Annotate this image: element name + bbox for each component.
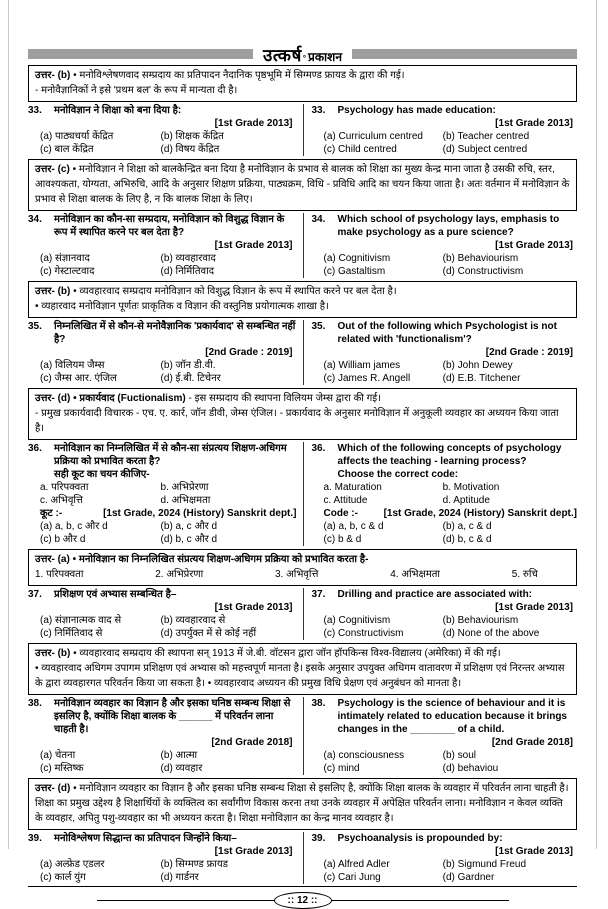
grade-tag: [1st Grade 2013]: [495, 602, 573, 613]
question-row-37: [28, 588, 577, 640]
answer-prefix: उत्तर- (a): [35, 554, 70, 565]
grade-tag: [1st Grade 2013]: [495, 118, 573, 129]
publisher-header: [28, 45, 577, 65]
sub-option-c: c. Attitude: [323, 495, 368, 506]
publisher-name-big: उत्कर्ष: [263, 45, 302, 65]
answer-prefix: उत्तर- (b): [35, 70, 71, 81]
option-d: (d) b, c & d: [442, 534, 492, 545]
option-b: (b) a, c और d: [160, 521, 218, 532]
answer-box-intro: [28, 65, 577, 102]
answer-line: • व्यहारवाद मनोविज्ञान पूर्णतः प्राकृतिक व विज्ञान की वस्तुनिष्ठ प्रयोगात्मक शाखा है।: [35, 301, 329, 312]
option-c: (c) गेस्टाल्टवाद: [40, 266, 95, 277]
question-36-hindi: [28, 442, 303, 546]
option-d: (d) Gardner: [442, 872, 495, 883]
footer-pageline: [97, 892, 509, 909]
answer-box-33: [28, 159, 577, 211]
question-subtext: Choose the correct code:: [337, 469, 459, 480]
option-a: (a) विलियम जैम्स: [40, 360, 105, 371]
option-d: (d) Constructivism: [442, 266, 524, 277]
option-b: (b) व्यवहारवाद: [160, 253, 216, 264]
question-number: 36.: [28, 443, 42, 454]
question-number: 35.: [311, 321, 326, 332]
sub-option-b: b. अभिप्रेरणा: [160, 482, 209, 493]
grade-tag: [2nd Grade : 2019]: [485, 347, 573, 358]
option-b: (b) जॉन डी.वी.: [160, 360, 216, 371]
option-a: (a) संज्ञानवाद: [40, 253, 90, 264]
answer-text: • व्यवहारवाद सम्प्रदाय मनोविज्ञान को विशुद्ध विज्ञान के रूप में स्थापित करने पर बल देता है।: [73, 286, 397, 297]
answer-prefix: उत्तर- (b): [35, 286, 71, 297]
option-c: (c) बाल केंद्रित: [40, 144, 94, 155]
option-a: (a) Cognitivism: [323, 253, 391, 264]
option-c: (c) mind: [323, 763, 360, 774]
option-b: (b) Behaviourism: [442, 253, 519, 264]
grade-tag: [2nd Grade : 2019]: [205, 347, 293, 358]
answer-text: - इस सम्प्रदाय की स्थापना विलियम जेम्स द्वारा की गई।: [188, 393, 381, 404]
option-c: (c) b & d: [323, 534, 362, 545]
grade-tag: [1st Grade 2013]: [495, 240, 573, 251]
question-text: Psychology has made education:: [337, 105, 496, 116]
question-number: 33.: [28, 105, 42, 116]
option-b: (b) John Dewey: [442, 360, 513, 371]
answer-box-37: [28, 643, 577, 695]
option-c: (c) James R. Angell: [323, 373, 411, 384]
answer-line: [35, 552, 570, 567]
answer-line: [35, 284, 570, 299]
question-39-english: [303, 832, 578, 884]
grade-tag: [1st Grade 2013]: [214, 846, 293, 857]
option-a: (a) a, b, c & d: [323, 521, 384, 532]
grade-tag: [1st Grade 2013]: [495, 846, 573, 857]
question-text: मनोविज्ञान ने शिक्षा को बना दिया है:: [54, 105, 182, 116]
option-a: (a) William james: [323, 360, 401, 371]
option-b: (b) शिक्षक केंद्रित: [160, 131, 224, 142]
answer-prefix: उत्तर- (b): [35, 648, 71, 659]
option-a: (a) a, b, c और d: [40, 521, 108, 532]
question-34-hindi: [28, 213, 303, 278]
question-number: 36.: [311, 443, 326, 454]
answer-line: [35, 68, 570, 83]
question-text: Which school of psychology lays, emphasis to make psychology as a pure science?: [337, 214, 560, 238]
option-d: (d) b, c और d: [160, 534, 218, 545]
answer-box-36: [28, 549, 577, 586]
question-36-english: [303, 442, 578, 546]
option-d: (d) E.B. Titchener: [442, 373, 521, 384]
sub-option-a: a. Maturation: [323, 482, 382, 493]
answer-line: - प्रमुख प्रकार्यवादी विचारक - एच. ए. कार्र, जॉन डीवी, जेम्स एंजिल। - प्रकार्यवाद के अनुसार मनोविज्ञान में अनुकूली व्यवहार का अध्ययन किया जाता है।: [35, 408, 559, 434]
page-sheet: [8, 0, 597, 906]
answer-text: • मनोविज्ञान का निम्नलिखित संप्रत्यय शिक्षण-अधिगम प्रक्रिया को प्रभावित करता है-: [72, 554, 369, 565]
trademark-icon: °: [302, 53, 307, 63]
question-text: Drilling and practice are associated with:: [337, 589, 533, 600]
option-c: (c) Child centred: [323, 144, 397, 155]
option-d: (d) None of the above: [442, 628, 540, 639]
answer-item-5: 5. रुचि: [511, 569, 538, 580]
option-a: (a) अल्फ्रेड एडलर: [40, 859, 105, 870]
option-b: (b) आत्मा: [160, 750, 198, 761]
grade-tag: [1st Grade, 2024 (History) Sanskrit dept.]: [383, 508, 577, 519]
question-33-hindi: [28, 104, 303, 156]
question-text: प्रशिक्षण एवं अभ्यास सम्बन्धित है–: [54, 589, 177, 600]
question-number: 37.: [311, 589, 326, 600]
answer-box-35: [28, 388, 577, 440]
option-a: (a) consciousness: [323, 750, 405, 761]
answer-box-34: [28, 281, 577, 318]
question-row-36: [28, 442, 577, 546]
question-subtext: सही कूट का चयन कीजिए-: [54, 469, 150, 480]
question-row-35: [28, 320, 577, 385]
option-c: (c) Constructivism: [323, 628, 404, 639]
question-34-english: [303, 213, 578, 278]
answer-line: [35, 646, 570, 661]
sub-option-c: c. अभिवृत्ति: [40, 495, 83, 506]
question-number: 39.: [28, 833, 42, 844]
question-text: Psychoanalysis is propounded by:: [337, 833, 503, 844]
answer-text: • मनोविज्ञान ने शिक्षा को बालकेन्द्रित बना दिया है मनोविज्ञान के प्रभाव से बालक को शिक्षा का मुख्य केन्द्र माना जाता है उसकी रुचि, स्तर, आवश्यकता, योग्यता, अभिरुचि, आदि के अनुसार शिक्षण प्रक्रिया, पाठ्यक्रम, विधि - प्रविधि आदि का चयन किया जाता है। अतः वर्तमान में मनोविज्ञान के प्रभाव से शिक्षा बालक के लिए है, न कि बालक शिक्षा के लिए।: [35, 164, 570, 205]
grade-tag: [1st Grade 2013]: [214, 118, 293, 129]
answer-item-4: 4. अभिक्षमता: [390, 569, 441, 580]
option-b: (b) a, c & d: [442, 521, 492, 532]
answer-prefix: उत्तर- (d) • प्रकार्यवाद (Fuctionalism): [35, 393, 186, 404]
option-d: (d) behaviou: [442, 763, 499, 774]
option-a: (a) Curriculum centred: [323, 131, 423, 142]
question-number: 38.: [311, 698, 326, 709]
option-d: (d) ई.बी. टिचेनर: [160, 373, 221, 384]
option-c: (c) Cari Jung: [323, 872, 381, 883]
question-35-hindi: [28, 320, 303, 385]
question-37-hindi: [28, 588, 303, 640]
answer-box-38: [28, 778, 577, 830]
sub-option-d: d. अभिक्षमता: [160, 495, 211, 506]
question-number: 38.: [28, 698, 42, 709]
answer-prefix: उत्तर- (d): [35, 783, 71, 794]
grade-tag: [1st Grade 2013]: [214, 602, 293, 613]
option-d: (d) गार्डनर: [160, 872, 199, 883]
question-number: 34.: [28, 214, 42, 225]
answer-line: [35, 162, 570, 207]
question-37-english: [303, 588, 578, 640]
header-bar-left: [28, 49, 253, 59]
publisher-logo: [253, 43, 352, 66]
question-number: 37.: [28, 589, 42, 600]
answer-item-3: 3. अभिवृत्ति: [274, 569, 319, 580]
answer-line: - मनोवैज्ञानिकों ने इसे 'प्रथम बल' के रूप में मान्यता दी है।: [35, 85, 238, 96]
option-b: (b) Sigmund Freud: [442, 859, 527, 870]
option-d: (d) Subject centred: [442, 144, 528, 155]
answer-text: • मनोविश्लेषणवाद सम्प्रदाय का प्रतिपादन नैदानिक पृष्ठभूमि में सिग्मण्ड फ्रायड के द्वारा की गई।: [73, 70, 405, 81]
question-row-33: [28, 104, 577, 156]
answer-item-2: 2. अभिप्रेरणा: [155, 569, 204, 580]
question-number: 39.: [311, 833, 326, 844]
option-b: (b) सिग्मण्ड फ्रायड: [160, 859, 229, 870]
grade-tag: [2nd Grade 2018]: [491, 737, 573, 748]
answer-item-list: [35, 567, 538, 582]
option-b: (b) व्यवहारवाद से: [160, 615, 226, 626]
question-text: Which of the following concepts of psychology affects the teaching - learning process?: [337, 443, 562, 467]
page-content: [9, 46, 596, 909]
question-text: Psychology is the science of behaviour and it is intimately related to education because it brings changes in the ________ of a child.: [337, 698, 567, 735]
code-label: Code :-: [323, 508, 358, 519]
option-d: (d) व्यवहार: [160, 763, 203, 774]
option-a: (a) Alfred Adler: [323, 859, 390, 870]
option-c: (c) मस्तिष्क: [40, 763, 84, 774]
question-row-34: [28, 213, 577, 278]
question-38-english: [303, 697, 578, 775]
grade-tag: [2nd Grade 2018]: [211, 737, 293, 748]
answer-text: • मनोविज्ञान व्यवहार का विज्ञान है और इसका घनिष्ठ सम्बन्ध शिक्षा से इसलिए है, क्योंकि शिक्षा बालक के व्यवहार में परिवर्तन लाना चाहती है। शिक्षा का प्रमुख उद्देश्य है शिक्षार्थियों के व्यक्तित्व का सर्वांगीण विकास करना तथा उनके व्यवहार में अपेक्षित परिवर्तन लाना। मनोविज्ञान न केवल व्यक्ति के व्यवहार, अपितु पशु-व्यवहार का भी अध्ययन करता है। शिक्षा मनोविज्ञान का केन्द्र मानव व्यवहार है।: [35, 783, 569, 824]
question-text: मनोविज्ञान का कौन-सा सम्प्रदाय, मनोविज्ञान को विशुद्ध विज्ञान के रूप में स्थापित करने पर बल देता है?: [54, 214, 285, 238]
question-number: 35.: [28, 321, 42, 332]
option-d: (d) विषय केंद्रित: [160, 144, 220, 155]
answer-line: • व्यवहारवाद अधिगम उपागम प्रशिक्षण एवं अभ्यास को महत्त्वपूर्ण मानता है। इसके अनुसार उपयुक्त अधिगम वातावरण में प्रशिक्षण एवं निरन्तर अभ्यास के द्वारा व्यवहारगत परिवर्तन किया जा सकता है। • व्यवहारवाद अध्ययन की प्रमुख विधि प्रेक्षण एवं अनुबंधन को मानता है।: [35, 663, 565, 689]
question-33-english: [303, 104, 578, 156]
page-number-badge: :: 12 ::: [274, 892, 332, 909]
sub-option-a: a. परिपक्वता: [40, 482, 89, 493]
sub-option-d: d. Aptitude: [442, 495, 490, 506]
option-b: (b) Behaviourism: [442, 615, 519, 626]
answer-text: • व्यवहारवाद सम्प्रदाय की स्थापना सन् 1913 में जे.बी. वॉटसन द्वारा जॉन हॉपकिन्स विश्व-विद्यालय (अमेरिका) में की गई।: [73, 648, 501, 659]
question-35-english: [303, 320, 578, 385]
option-b: (b) Teacher centred: [442, 131, 530, 142]
option-a: (a) चेतना: [40, 750, 76, 761]
option-b: (b) soul: [442, 750, 476, 761]
option-c: (c) जैम्स आर. एंजिल: [40, 373, 117, 384]
question-text: निम्नलिखित में से कौन-से मनोवैज्ञानिक 'प्रकार्यवाद' से सम्बन्धित नहीं है?: [54, 321, 296, 345]
code-label: कूट :-: [40, 508, 63, 519]
option-c: (c) निर्मितिवाद से: [40, 628, 103, 639]
answer-prefix: उत्तर- (c): [35, 164, 70, 175]
header-bar-right: [352, 49, 577, 59]
question-text: मनोविज्ञान का निम्नलिखित में से कौन-सा संप्रत्यय शिक्षण-अधिगम प्रक्रिया को प्रभावित करता है?: [54, 443, 287, 467]
question-row-39: [28, 832, 577, 884]
question-text: Out of the following which Psychologist is not related with 'functionalism'?: [337, 321, 557, 345]
question-38-hindi: [28, 697, 303, 775]
question-39-hindi: [28, 832, 303, 884]
answer-line: [35, 391, 570, 406]
option-c: (c) b और d: [40, 534, 86, 545]
question-text: मनोविज्ञान व्यवहार का विज्ञान है और इसका घनिष्ठ सम्बन्ध शिक्षा से इसलिए है, क्योंकि शिक्षा बालक के ______ में परिवर्तन लाना चाहती है।: [54, 698, 291, 735]
question-text: मनोविश्लेषण सिद्धान्त का प्रतिपादन जिन्होंने किया–: [54, 833, 237, 844]
question-row-38: [28, 697, 577, 775]
content-end-rule: [28, 886, 577, 887]
grade-tag: [1st Grade, 2024 (History) Sanskrit dept.]: [103, 508, 297, 519]
option-c: (c) कार्ल युंग: [40, 872, 86, 883]
question-number: 33.: [311, 105, 326, 116]
sub-option-b: b. Motivation: [442, 482, 500, 493]
option-a: (a) संज्ञानात्मक वाद से: [40, 615, 122, 626]
option-d: (d) उपर्युक्त में से कोई नहीं: [160, 628, 257, 639]
option-a: (a) Cognitivism: [323, 615, 391, 626]
answer-item-1: 1. परिपक्वता: [35, 569, 84, 580]
answer-line: [35, 781, 570, 826]
question-number: 34.: [311, 214, 326, 225]
publisher-name-small: प्रकाशन: [308, 49, 342, 64]
option-a: (a) पाठ्यचर्या केंद्रित: [40, 131, 114, 142]
grade-tag: [1st Grade 2013]: [214, 240, 293, 251]
option-c: (c) Gastaltism: [323, 266, 386, 277]
option-d: (d) निर्मितिवाद: [160, 266, 215, 277]
